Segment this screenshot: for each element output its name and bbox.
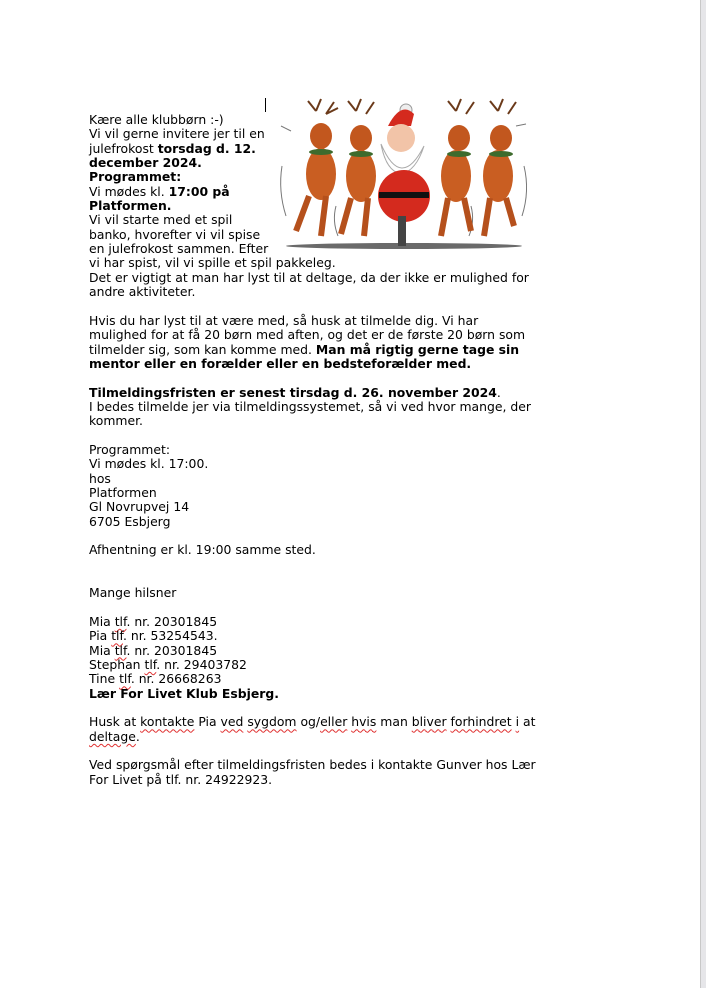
contact-line: Mia tlf. nr. 20301845 [89,642,218,658]
important-notice: Det er vigtigt at man har lyst til at deltage, da der ikke er mulighed for andre aktiviteter. [89,269,529,300]
spellcheck-word[interactable]: tlf [119,671,131,687]
venue-street: Gl Novrupvej 14 [89,499,190,515]
closing: Mange hilsner [89,585,177,601]
mentor-note: Man må rigtig gerne tage sin mentor eller en forælder eller en bedsteforælder med. [89,341,520,371]
spellcheck-word[interactable]: tlf [144,657,157,673]
programme2-hos: hos [89,470,111,486]
document-body[interactable] [89,113,539,787]
deadline: Tilmeldingsfristen er senest tirsdag d. 26. november 2024. [89,384,501,400]
activities-text-cont: vi har spist, vil vi spille et spil pakkeleg. [89,255,336,271]
invitation-paragraph: Vi vil gerne invitere jer til en julefrokost torsdag d. 12. december 2024. [89,126,265,171]
workspace-background [701,0,706,988]
contact-line: Pia tlf. nr. 53254543. [89,628,218,644]
contact-line: Mia tlf. nr. 20301845 [89,614,218,630]
event-date: torsdag d. 12. december 2024. [89,140,256,171]
contact-line: Stephan tlf. nr. 29403782 [89,657,247,673]
pickup-info: Afhentning er kl. 19:00 samme sted. [89,542,316,558]
contact-line: Tine tlf. nr. 26668263 [89,671,222,687]
club-name: Lær For Livet Klub Esbjerg. [89,685,279,701]
venue-city: 6705 Esbjerg [89,513,171,529]
meeting-time: Vi mødes kl. 17:00 på Platformen. [89,183,230,214]
activities-text: Vi vil starte med et spil banko, hvorefter vi vil spise en julefrokost sammen. Efter [89,212,269,257]
text-cursor [265,98,266,112]
signup-paragraph: Hvis du har lyst til at være med, så husk at tilmelde dig. Vi har mulighed for at få 20 børn med aften, og det er de første 20 børn som tilmelder sig, som kan komme med. Man må rigtig gerne tage sin mentor eller en forælder eller en bedsteforælder med. [89,312,526,371]
greeting: Kære alle klubbørn :-) [89,112,224,127]
spellcheck-word[interactable]: tlf [114,642,127,658]
questions-contact: Ved spørgsmål efter tilmeldingsfristen bedes i kontakte Gunver hos Lær For Livet på tlf. nr. 24922923. [89,757,536,787]
programme2-heading: Programmet: [89,441,171,457]
signup-system-text: I bedes tilmelde jer via tilmeldingssystemet, så vi ved hvor mange, der kommer. [89,398,531,429]
venue-name: Platformen [89,484,157,500]
programme-heading: Programmet: [89,169,182,185]
spellcheck-word[interactable]: tlf [114,614,127,630]
programme2-meet: Vi mødes kl. 17:00. [89,456,209,472]
spellcheck-word[interactable]: tlf [111,628,123,644]
sick-notice: Husk at kontakte Pia ved sygdom og/eller hvis man bliver forhindret i at deltage. [89,714,536,744]
